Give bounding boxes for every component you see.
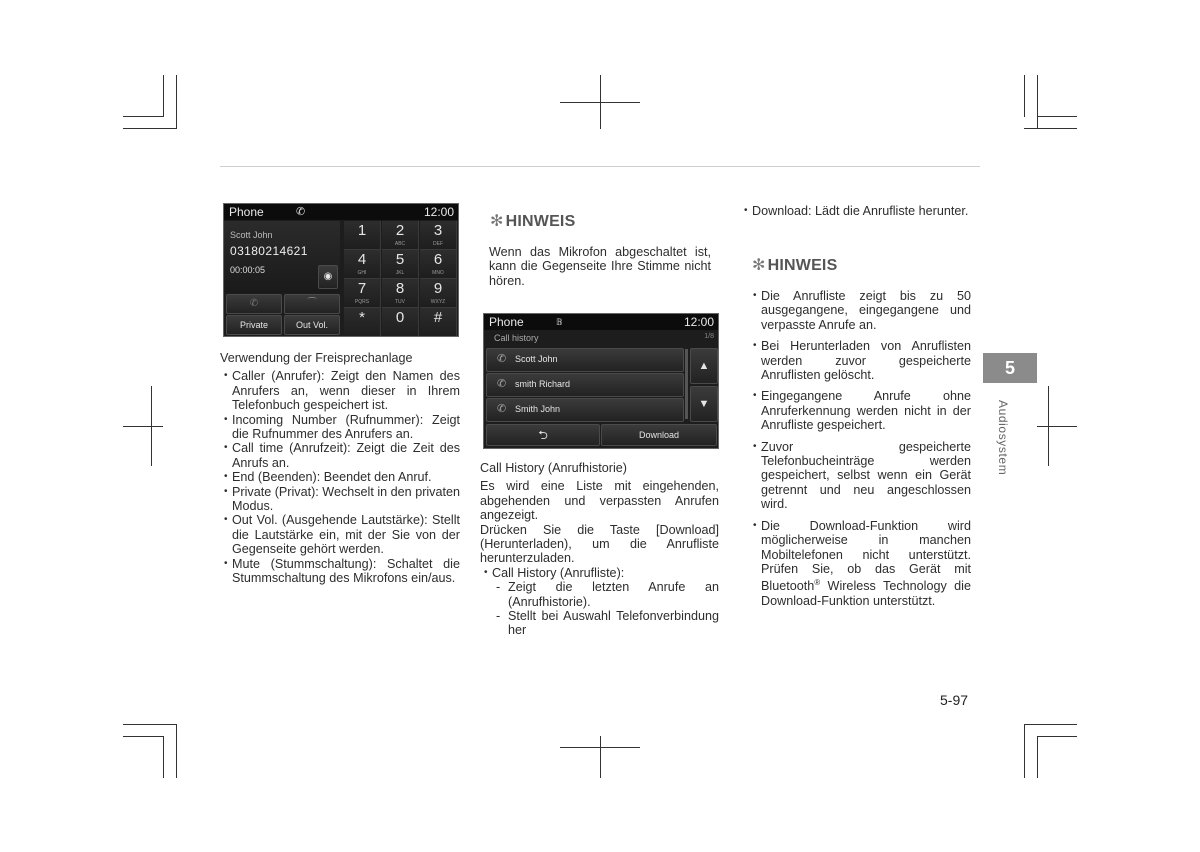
column-3-top xyxy=(740,204,980,218)
crop-mark xyxy=(123,116,163,117)
list-item: • Zuvor gespeicherte Telefonbucheinträge werden gespeichert, selbst wenn ein Gerät getrennt und neu angeschlossen wird. xyxy=(749,440,971,512)
keypad-letters: GHI xyxy=(357,270,367,276)
call-icon: ✆ xyxy=(497,353,507,365)
crop-mark xyxy=(123,724,176,725)
call-info-panel xyxy=(224,221,340,293)
crop-mark xyxy=(176,75,177,129)
triangle-up-icon: ▲ xyxy=(698,360,710,372)
hinweis-title: HINWEIS xyxy=(505,213,576,230)
clock: 12:00 xyxy=(683,315,714,329)
call-history-subtitle: Call history xyxy=(494,333,539,343)
list-item: • Out Vol. (Ausgehende Lautstärke): Stellt die Lautstärke ein, mit der Sie von der Gegenseite gehört werden. xyxy=(220,513,460,556)
section-caption: Verwendung der Freisprechanlage xyxy=(220,351,413,365)
list-item: • Incoming Number (Rufnummer): Zeigt die Rufnummer des Anrufers an. xyxy=(220,413,460,442)
phone-call-screen xyxy=(223,203,459,337)
keypad-key[interactable] xyxy=(382,221,419,250)
keypad-key[interactable] xyxy=(344,308,381,337)
screen-title: Phone xyxy=(229,205,264,219)
handset-icon: ✆ xyxy=(249,298,259,309)
scrollbar[interactable] xyxy=(685,349,688,419)
crop-mark xyxy=(1024,128,1077,129)
asterisk-icon: ✻ xyxy=(490,213,504,230)
out-vol-button[interactable] xyxy=(284,315,340,335)
hinweis-heading xyxy=(490,211,575,231)
scroll-down-button[interactable] xyxy=(690,386,718,422)
call-icon: ✆ xyxy=(497,378,507,390)
call-history-screen xyxy=(483,313,719,449)
entry-name: Scott John xyxy=(515,354,558,364)
column-3-hinweis xyxy=(749,289,971,608)
crop-mark xyxy=(600,736,601,778)
keypad-digit: 0 xyxy=(395,309,405,326)
call-icon: ✆ xyxy=(497,403,507,415)
keypad-digit: * xyxy=(359,309,365,326)
screen-title: Phone xyxy=(489,315,524,329)
keypad-digit: 5 xyxy=(395,251,405,268)
accept-call-button[interactable] xyxy=(226,294,282,314)
page-indicator: 1/8 xyxy=(704,333,714,340)
private-button[interactable] xyxy=(226,315,282,335)
registered-mark: ® xyxy=(814,578,821,588)
crop-mark xyxy=(163,736,164,778)
chapter-title: Audiosystem xyxy=(996,400,1010,476)
keypad-letters: DEF xyxy=(433,241,443,247)
list-item: • Download: Lädt die Anrufliste herunter. xyxy=(740,204,980,218)
column-2-text xyxy=(480,461,719,638)
status-bar xyxy=(484,314,718,330)
download-button[interactable] xyxy=(601,424,717,446)
list-item-text: Die Download-Funktion wird möglicherweise in manchen Mobiltelefonen nicht unterstützt. Prüfen Sie, ob das Gerät mit Bluetooth xyxy=(761,518,971,594)
list-item[interactable] xyxy=(486,398,684,422)
list-item: • End (Beenden): Beendet den Anruf. xyxy=(220,470,460,484)
keypad-digit: 9 xyxy=(433,280,443,297)
column-1 xyxy=(220,351,460,586)
keypad-key[interactable] xyxy=(382,279,419,308)
crop-mark xyxy=(1024,75,1025,117)
microphone-icon: ◉ xyxy=(323,271,333,282)
sub-list-item: - Stellt bei Auswahl Telefonverbindung her xyxy=(480,609,719,638)
keypad-letters: ABC xyxy=(394,241,406,247)
download-label: Download xyxy=(638,430,680,440)
private-label: Private xyxy=(239,320,268,330)
list-item: • Call History (Anrufliste): xyxy=(480,566,719,580)
chapter-number-tab: 5 xyxy=(983,353,1037,383)
clock: 12:00 xyxy=(423,205,454,219)
crop-mark xyxy=(1024,724,1077,725)
crop-mark xyxy=(560,747,640,748)
keypad-letters: MNO xyxy=(432,270,444,276)
crop-mark xyxy=(560,102,640,103)
list-item: • Die Anrufliste zeigt bis zu 50 ausgegangene, eingegangene und verpasste Anrufe an. xyxy=(749,289,971,332)
call-history-heading: Call History (Anrufhistorie) xyxy=(480,461,627,475)
keypad-key[interactable] xyxy=(420,250,457,279)
list-item: • Mute (Stummschaltung): Schaltet die Stummschaltung des Mikrofons ein/aus. xyxy=(220,557,460,586)
crop-mark xyxy=(176,724,177,778)
keypad-key[interactable] xyxy=(382,250,419,279)
paragraph: Drücken Sie die Taste [Download] (Herunterladen), um die Anrufliste herunterzuladen. xyxy=(480,522,719,566)
asterisk-icon: ✻ xyxy=(752,257,766,274)
list-item: • Eingegangene Anrufe ohne Anruferkennung werden nicht in der Anrufliste gespeichert. xyxy=(749,389,971,432)
keypad-digit: # xyxy=(433,309,443,326)
crop-mark xyxy=(1024,724,1025,778)
keypad-letters: WXYZ xyxy=(430,299,446,305)
keypad-digit: 8 xyxy=(395,280,405,297)
paragraph: Es wird eine Liste mit eingehenden, abgehenden und verpassten Anrufen angezeigt. xyxy=(480,479,719,523)
keypad-digit: 2 xyxy=(395,222,405,239)
keypad-key[interactable] xyxy=(382,308,419,337)
handset-icon: ✆ xyxy=(296,206,306,218)
entry-name: smith Richard xyxy=(515,379,571,389)
caller-number: 03180214621 xyxy=(230,244,308,258)
back-button[interactable] xyxy=(486,424,600,446)
list-item: • Call time (Anrufzeit): Zeigt die Zeit des Anrufs an. xyxy=(220,441,460,470)
call-duration: 00:00:05 xyxy=(230,265,266,275)
keypad-letters: PQRS xyxy=(354,299,370,305)
hang-up-icon: ⌒ xyxy=(307,298,317,309)
keypad-digit: 6 xyxy=(433,251,443,268)
keypad-key[interactable] xyxy=(344,221,381,250)
crop-mark xyxy=(123,736,163,737)
keypad-key[interactable] xyxy=(344,250,381,279)
list-item: • Private (Privat): Wechselt in den privaten Modus. xyxy=(220,485,460,514)
keypad-key[interactable] xyxy=(420,308,457,337)
crop-mark xyxy=(1037,426,1077,427)
header-rule xyxy=(220,166,980,167)
keypad-letters: JKL xyxy=(395,270,405,276)
list-item[interactable] xyxy=(486,348,684,372)
triangle-down-icon: ▼ xyxy=(698,398,710,410)
crop-mark xyxy=(1037,75,1038,129)
keypad-key[interactable] xyxy=(420,279,457,308)
hinweis-paragraph: Wenn das Mikrofon abgeschaltet ist, kann die Gegenseite Ihre Stimme nicht hören. xyxy=(489,245,711,288)
back-arrow-icon: ⮌ xyxy=(538,428,548,442)
bluetooth-icon: 𝔹 xyxy=(556,317,563,327)
crop-mark xyxy=(1037,116,1077,117)
mute-button[interactable] xyxy=(318,265,338,289)
list-item: • Bei Herunterladen von Anruflisten werden zuvor gespeicherte Anruflisten gelöscht. xyxy=(749,339,971,382)
hinweis-heading xyxy=(752,255,837,275)
keypad-letters: TUV xyxy=(395,299,405,305)
crop-mark xyxy=(123,128,176,129)
keypad-digit: 1 xyxy=(357,222,367,239)
crop-mark xyxy=(163,75,164,117)
keypad-digit: 3 xyxy=(433,222,443,239)
crop-mark xyxy=(123,426,163,427)
out-vol-label: Out Vol. xyxy=(295,320,329,330)
keypad-key[interactable] xyxy=(344,279,381,308)
keypad-digit: 7 xyxy=(357,280,367,297)
keypad-digit: 4 xyxy=(357,251,367,268)
status-bar xyxy=(224,204,458,220)
end-call-button[interactable] xyxy=(284,294,340,314)
crop-mark xyxy=(1037,736,1038,778)
hinweis-text xyxy=(489,245,711,288)
scroll-up-button[interactable] xyxy=(690,348,718,384)
list-item[interactable] xyxy=(486,373,684,397)
page-number: 5-97 xyxy=(940,692,969,708)
list-item xyxy=(749,519,971,609)
dial-keypad xyxy=(342,221,458,336)
list-item: • Caller (Anrufer): Zeigt den Namen des Anrufers an, wenn dieser in Ihrem Telefonbuch gespeichert ist. xyxy=(220,369,460,412)
hinweis-title: HINWEIS xyxy=(767,257,838,274)
entry-name: Smith John xyxy=(515,404,561,414)
sub-list-item: - Zeigt die letzten Anrufe an (Anrufhistorie). xyxy=(480,580,719,609)
list-item-text: Wireless Technology die Download-Funktion unterstützt. xyxy=(761,579,971,608)
caller-name: Scott John xyxy=(230,230,273,240)
keypad-key[interactable] xyxy=(420,221,457,250)
crop-mark xyxy=(1037,736,1077,737)
